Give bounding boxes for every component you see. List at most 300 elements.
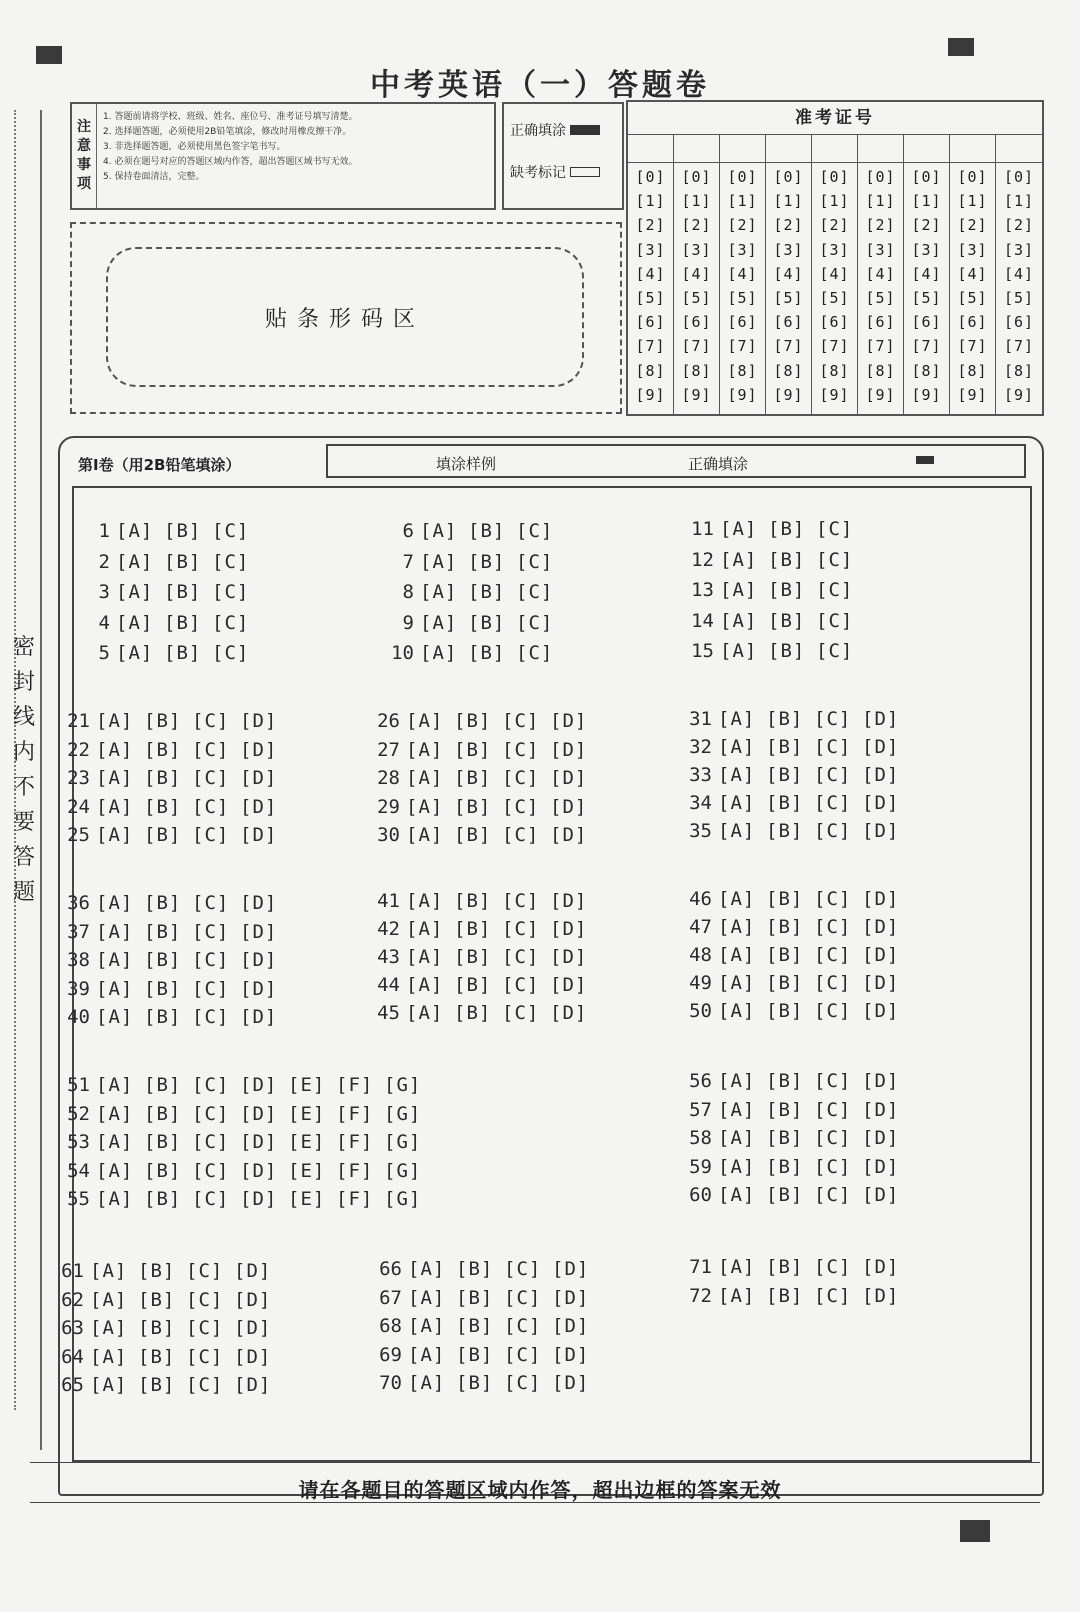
answer-bubble[interactable]: [D] bbox=[550, 890, 588, 912]
answer-bubble[interactable]: [A] bbox=[96, 1159, 134, 1182]
answer-bubble[interactable]: [C] bbox=[192, 795, 230, 818]
exam-digit-bubble[interactable]: [8] bbox=[957, 361, 988, 380]
exam-number-write-box[interactable] bbox=[950, 134, 995, 163]
exam-digit-bubble[interactable]: [8] bbox=[819, 361, 850, 380]
exam-digit-bubble[interactable]: [3] bbox=[1003, 240, 1035, 259]
exam-digit-bubble[interactable]: [9] bbox=[865, 385, 896, 404]
exam-number-write-box[interactable] bbox=[812, 134, 857, 163]
answer-bubble[interactable]: [F] bbox=[336, 1074, 374, 1096]
exam-digit-bubble[interactable]: [1] bbox=[819, 192, 850, 211]
exam-digit-bubble[interactable]: [7] bbox=[911, 337, 942, 356]
answer-bubble[interactable]: [C] bbox=[504, 1372, 542, 1394]
answer-bubble[interactable]: [C] bbox=[502, 1002, 540, 1024]
answer-bubble[interactable]: [A] bbox=[96, 1188, 134, 1210]
answer-bubble[interactable]: [C] bbox=[186, 1374, 224, 1396]
answer-bubble[interactable]: [A] bbox=[408, 1372, 446, 1394]
answer-bubble[interactable]: [B] bbox=[766, 1098, 804, 1121]
answer-bubble[interactable]: [D] bbox=[240, 892, 278, 914]
answer-bubble[interactable]: [A] bbox=[90, 1260, 128, 1282]
answer-bubble[interactable]: [D] bbox=[862, 1184, 900, 1206]
answer-bubble[interactable]: [B] bbox=[468, 520, 506, 542]
answer-bubble[interactable]: [B] bbox=[144, 710, 182, 732]
answer-bubble[interactable]: [D] bbox=[240, 767, 278, 789]
exam-digit-bubble[interactable]: [5] bbox=[727, 289, 758, 307]
answer-bubble[interactable]: [C] bbox=[816, 579, 854, 601]
answer-bubble[interactable]: [B] bbox=[468, 581, 506, 603]
exam-digit-bubble[interactable]: [6] bbox=[1003, 313, 1035, 332]
answer-bubble[interactable]: [B] bbox=[454, 710, 492, 732]
exam-digit-bubble[interactable]: [5] bbox=[681, 289, 712, 307]
answer-bubble[interactable]: [B] bbox=[766, 1285, 804, 1307]
answer-bubble[interactable]: [B] bbox=[138, 1317, 176, 1339]
answer-bubble[interactable]: [C] bbox=[502, 710, 540, 732]
answer-bubble[interactable]: [A] bbox=[96, 710, 134, 732]
answer-bubble[interactable]: [B] bbox=[144, 767, 182, 789]
answer-bubble[interactable]: [B] bbox=[454, 738, 492, 761]
answer-bubble[interactable]: [D] bbox=[552, 1372, 590, 1394]
answer-bubble[interactable]: [A] bbox=[116, 550, 154, 573]
answer-bubble[interactable]: [B] bbox=[138, 1374, 176, 1396]
exam-digit-bubble[interactable]: [4] bbox=[865, 264, 896, 283]
answer-bubble[interactable]: [C] bbox=[502, 824, 540, 846]
answer-bubble[interactable]: [D] bbox=[550, 824, 588, 846]
answer-bubble[interactable]: [C] bbox=[502, 738, 540, 761]
answer-bubble[interactable]: [D] bbox=[552, 1315, 590, 1337]
answer-bubble[interactable]: [A] bbox=[96, 920, 134, 943]
answer-bubble[interactable]: [C] bbox=[192, 767, 230, 789]
answer-bubble[interactable]: [C] bbox=[516, 550, 554, 573]
exam-digit-bubble[interactable]: [6] bbox=[957, 313, 988, 332]
answer-bubble[interactable]: [C] bbox=[814, 792, 852, 814]
answer-bubble[interactable]: [B] bbox=[766, 1256, 804, 1278]
answer-bubble[interactable]: [A] bbox=[90, 1288, 128, 1311]
answer-bubble[interactable]: [D] bbox=[862, 764, 900, 786]
exam-digit-bubble[interactable]: [1] bbox=[681, 192, 712, 211]
answer-bubble[interactable]: [F] bbox=[336, 1188, 374, 1210]
answer-bubble[interactable]: [B] bbox=[766, 708, 804, 730]
exam-digit-bubble[interactable]: [1] bbox=[727, 192, 758, 211]
exam-digit-bubble[interactable]: [3] bbox=[635, 240, 666, 259]
answer-bubble[interactable]: [C] bbox=[186, 1345, 224, 1368]
answer-bubble[interactable]: [C] bbox=[192, 892, 230, 914]
answer-bubble[interactable]: [A] bbox=[90, 1317, 128, 1339]
answer-bubble[interactable]: [G] bbox=[384, 1159, 422, 1182]
answer-bubble[interactable]: [B] bbox=[138, 1260, 176, 1282]
answer-bubble[interactable]: [C] bbox=[192, 920, 230, 943]
answer-bubble[interactable]: [B] bbox=[454, 918, 492, 940]
answer-bubble[interactable]: [B] bbox=[144, 977, 182, 1000]
answer-bubble[interactable]: [C] bbox=[192, 1006, 230, 1028]
exam-digit-bubble[interactable]: [3] bbox=[911, 240, 942, 259]
exam-number-write-box[interactable] bbox=[674, 134, 719, 163]
answer-bubble[interactable]: [A] bbox=[420, 642, 458, 664]
answer-bubble[interactable]: [C] bbox=[814, 764, 852, 786]
exam-digit-bubble[interactable]: [1] bbox=[1003, 192, 1035, 211]
answer-bubble[interactable]: [A] bbox=[718, 1256, 756, 1278]
answer-bubble[interactable]: [B] bbox=[144, 949, 182, 971]
exam-digit-bubble[interactable]: [3] bbox=[865, 240, 896, 259]
exam-digit-bubble[interactable]: [3] bbox=[773, 240, 804, 259]
answer-bubble[interactable]: [D] bbox=[862, 1098, 900, 1121]
exam-digit-bubble[interactable]: [2] bbox=[727, 216, 758, 235]
exam-digit-bubble[interactable]: [9] bbox=[773, 385, 804, 404]
exam-digit-bubble[interactable]: [2] bbox=[957, 216, 988, 235]
answer-bubble[interactable]: [C] bbox=[504, 1315, 542, 1337]
answer-bubble[interactable]: [G] bbox=[384, 1074, 422, 1096]
exam-digit-bubble[interactable]: [7] bbox=[635, 337, 666, 356]
answer-bubble[interactable]: [B] bbox=[768, 609, 806, 632]
answer-bubble[interactable]: [D] bbox=[234, 1317, 272, 1339]
exam-digit-bubble[interactable]: [1] bbox=[865, 192, 896, 211]
answer-bubble[interactable]: [B] bbox=[454, 767, 492, 789]
answer-bubble[interactable]: [B] bbox=[766, 916, 804, 938]
answer-bubble[interactable]: [C] bbox=[814, 916, 852, 938]
answer-bubble[interactable]: [C] bbox=[186, 1317, 224, 1339]
answer-bubble[interactable]: [D] bbox=[862, 736, 900, 758]
answer-bubble[interactable]: [B] bbox=[144, 824, 182, 846]
answer-bubble[interactable]: [B] bbox=[456, 1258, 494, 1280]
answer-bubble[interactable]: [A] bbox=[720, 548, 758, 571]
answer-bubble[interactable]: [A] bbox=[718, 1184, 756, 1206]
exam-digit-bubble[interactable]: [4] bbox=[635, 264, 666, 283]
exam-digit-bubble[interactable]: [7] bbox=[681, 337, 712, 356]
answer-bubble[interactable]: [F] bbox=[336, 1102, 374, 1125]
exam-digit-bubble[interactable]: [2] bbox=[773, 216, 804, 235]
answer-bubble[interactable]: [D] bbox=[862, 972, 900, 994]
answer-bubble[interactable]: [C] bbox=[192, 1159, 230, 1182]
answer-bubble[interactable]: [A] bbox=[718, 708, 756, 730]
answer-bubble[interactable]: [D] bbox=[240, 1131, 278, 1153]
answer-bubble[interactable]: [B] bbox=[768, 518, 806, 540]
answer-bubble[interactable]: [C] bbox=[186, 1288, 224, 1311]
answer-bubble[interactable]: [C] bbox=[516, 611, 554, 634]
answer-bubble[interactable]: [B] bbox=[164, 642, 202, 664]
answer-bubble[interactable]: [A] bbox=[90, 1345, 128, 1368]
answer-bubble[interactable]: [A] bbox=[96, 977, 134, 1000]
absent-mark-box[interactable] bbox=[570, 167, 600, 177]
exam-digit-bubble[interactable]: [0] bbox=[727, 168, 758, 186]
exam-digit-bubble[interactable]: [5] bbox=[911, 289, 942, 307]
answer-bubble[interactable]: [D] bbox=[862, 1127, 900, 1149]
exam-digit-bubble[interactable]: [3] bbox=[819, 240, 850, 259]
answer-bubble[interactable]: [C] bbox=[504, 1258, 542, 1280]
exam-digit-bubble[interactable]: [7] bbox=[819, 337, 850, 356]
exam-digit-bubble[interactable]: [5] bbox=[635, 289, 666, 307]
answer-bubble[interactable]: [C] bbox=[814, 1070, 852, 1092]
exam-digit-bubble[interactable]: [7] bbox=[1003, 337, 1035, 356]
exam-digit-bubble[interactable]: [7] bbox=[865, 337, 896, 356]
exam-digit-bubble[interactable]: [0] bbox=[1003, 168, 1035, 186]
answer-bubble[interactable]: [C] bbox=[192, 1188, 230, 1210]
answer-bubble[interactable]: [B] bbox=[144, 1074, 182, 1096]
exam-digit-bubble[interactable]: [3] bbox=[727, 240, 758, 259]
answer-bubble[interactable]: [B] bbox=[766, 888, 804, 910]
answer-bubble[interactable]: [E] bbox=[288, 1102, 326, 1125]
exam-number-write-box[interactable] bbox=[628, 134, 673, 163]
exam-digit-bubble[interactable]: [0] bbox=[865, 168, 896, 186]
exam-digit-bubble[interactable]: [0] bbox=[681, 168, 712, 186]
answer-bubble[interactable]: [B] bbox=[766, 972, 804, 994]
answer-bubble[interactable]: [D] bbox=[240, 795, 278, 818]
exam-digit-bubble[interactable]: [6] bbox=[911, 313, 942, 332]
answer-bubble[interactable]: [B] bbox=[164, 581, 202, 603]
answer-bubble[interactable]: [B] bbox=[468, 642, 506, 664]
answer-bubble[interactable]: [B] bbox=[766, 1127, 804, 1149]
exam-digit-bubble[interactable]: [6] bbox=[773, 313, 804, 332]
exam-digit-bubble[interactable]: [9] bbox=[911, 385, 942, 404]
exam-digit-bubble[interactable]: [8] bbox=[1003, 361, 1035, 380]
answer-bubble[interactable]: [C] bbox=[814, 1155, 852, 1178]
answer-bubble[interactable]: [B] bbox=[144, 1102, 182, 1125]
answer-bubble[interactable]: [C] bbox=[814, 736, 852, 758]
answer-bubble[interactable]: [D] bbox=[550, 1002, 588, 1024]
answer-bubble[interactable]: [C] bbox=[816, 548, 854, 571]
answer-bubble[interactable]: [A] bbox=[718, 820, 756, 842]
exam-digit-bubble[interactable]: [8] bbox=[911, 361, 942, 380]
answer-bubble[interactable]: [C] bbox=[502, 795, 540, 818]
answer-bubble[interactable]: [B] bbox=[144, 892, 182, 914]
answer-bubble[interactable]: [A] bbox=[406, 974, 444, 996]
answer-bubble[interactable]: [C] bbox=[814, 972, 852, 994]
answer-bubble[interactable]: [C] bbox=[502, 767, 540, 789]
exam-digit-bubble[interactable]: [0] bbox=[773, 168, 804, 186]
answer-bubble[interactable]: [B] bbox=[454, 890, 492, 912]
answer-bubble[interactable]: [A] bbox=[718, 1000, 756, 1022]
answer-bubble[interactable]: [A] bbox=[116, 581, 154, 603]
answer-bubble[interactable]: [C] bbox=[814, 708, 852, 730]
answer-bubble[interactable]: [C] bbox=[814, 1098, 852, 1121]
answer-bubble[interactable]: [C] bbox=[192, 1074, 230, 1096]
answer-bubble[interactable]: [C] bbox=[212, 642, 250, 664]
answer-bubble[interactable]: [B] bbox=[454, 946, 492, 968]
exam-digit-bubble[interactable]: [8] bbox=[681, 361, 712, 380]
exam-digit-bubble[interactable]: [4] bbox=[773, 264, 804, 283]
exam-digit-bubble[interactable]: [4] bbox=[819, 264, 850, 283]
answer-bubble[interactable]: [B] bbox=[144, 1159, 182, 1182]
answer-bubble[interactable]: [A] bbox=[406, 767, 444, 789]
answer-bubble[interactable]: [B] bbox=[144, 1188, 182, 1210]
exam-digit-bubble[interactable]: [0] bbox=[911, 168, 942, 186]
answer-bubble[interactable]: [A] bbox=[420, 550, 458, 573]
answer-bubble[interactable]: [D] bbox=[240, 1074, 278, 1096]
answer-bubble[interactable]: [C] bbox=[192, 977, 230, 1000]
answer-bubble[interactable]: [A] bbox=[96, 1131, 134, 1153]
exam-digit-bubble[interactable]: [6] bbox=[865, 313, 896, 332]
answer-bubble[interactable]: [G] bbox=[384, 1188, 422, 1210]
answer-bubble[interactable]: [B] bbox=[766, 792, 804, 814]
answer-bubble[interactable]: [D] bbox=[862, 916, 900, 938]
answer-bubble[interactable]: [B] bbox=[766, 1070, 804, 1092]
answer-bubble[interactable]: [G] bbox=[384, 1131, 422, 1153]
exam-digit-bubble[interactable]: [0] bbox=[819, 168, 850, 186]
answer-bubble[interactable]: [C] bbox=[814, 944, 852, 966]
exam-digit-bubble[interactable]: [8] bbox=[865, 361, 896, 380]
answer-bubble[interactable]: [D] bbox=[862, 1285, 900, 1307]
answer-bubble[interactable]: [A] bbox=[96, 767, 134, 789]
exam-number-write-box[interactable] bbox=[996, 134, 1042, 163]
answer-bubble[interactable]: [C] bbox=[212, 581, 250, 603]
exam-digit-bubble[interactable]: [6] bbox=[819, 313, 850, 332]
answer-bubble[interactable]: [A] bbox=[720, 609, 758, 632]
answer-bubble[interactable]: [D] bbox=[862, 944, 900, 966]
answer-bubble[interactable]: [A] bbox=[406, 918, 444, 940]
answer-bubble[interactable]: [D] bbox=[550, 795, 588, 818]
answer-bubble[interactable]: [B] bbox=[456, 1343, 494, 1366]
answer-bubble[interactable]: [D] bbox=[862, 820, 900, 842]
answer-bubble[interactable]: [C] bbox=[814, 1127, 852, 1149]
exam-digit-bubble[interactable]: [9] bbox=[635, 385, 666, 404]
answer-bubble[interactable]: [A] bbox=[96, 1074, 134, 1096]
answer-bubble[interactable]: [C] bbox=[504, 1286, 542, 1309]
answer-bubble[interactable]: [B] bbox=[454, 795, 492, 818]
answer-bubble[interactable]: [C] bbox=[814, 1184, 852, 1206]
answer-bubble[interactable]: [B] bbox=[766, 764, 804, 786]
answer-bubble[interactable]: [A] bbox=[96, 892, 134, 914]
exam-digit-bubble[interactable]: [9] bbox=[819, 385, 850, 404]
answer-bubble[interactable]: [B] bbox=[164, 520, 202, 542]
answer-bubble[interactable]: [D] bbox=[862, 1155, 900, 1178]
exam-digit-bubble[interactable]: [5] bbox=[773, 289, 804, 307]
answer-bubble[interactable]: [C] bbox=[516, 581, 554, 603]
exam-digit-bubble[interactable]: [4] bbox=[911, 264, 942, 283]
answer-bubble[interactable]: [D] bbox=[240, 920, 278, 943]
answer-bubble[interactable]: [A] bbox=[718, 764, 756, 786]
answer-bubble[interactable]: [A] bbox=[718, 792, 756, 814]
answer-bubble[interactable]: [A] bbox=[718, 916, 756, 938]
answer-bubble[interactable]: [A] bbox=[406, 710, 444, 732]
answer-bubble[interactable]: [A] bbox=[96, 1102, 134, 1125]
answer-bubble[interactable]: [B] bbox=[766, 944, 804, 966]
answer-bubble[interactable]: [D] bbox=[862, 792, 900, 814]
answer-bubble[interactable]: [D] bbox=[240, 949, 278, 971]
answer-bubble[interactable]: [B] bbox=[144, 738, 182, 761]
answer-bubble[interactable]: [D] bbox=[550, 738, 588, 761]
exam-digit-bubble[interactable]: [8] bbox=[635, 361, 666, 380]
exam-digit-bubble[interactable]: [8] bbox=[727, 361, 758, 380]
answer-bubble[interactable]: [D] bbox=[552, 1286, 590, 1309]
answer-bubble[interactable]: [C] bbox=[192, 824, 230, 846]
exam-digit-bubble[interactable]: [9] bbox=[681, 385, 712, 404]
answer-bubble[interactable]: [E] bbox=[288, 1188, 326, 1210]
exam-digit-bubble[interactable]: [5] bbox=[1003, 289, 1035, 307]
answer-bubble[interactable]: [B] bbox=[138, 1345, 176, 1368]
answer-bubble[interactable]: [B] bbox=[768, 640, 806, 662]
exam-digit-bubble[interactable]: [5] bbox=[819, 289, 850, 307]
answer-bubble[interactable]: [D] bbox=[240, 824, 278, 846]
exam-number-write-box[interactable] bbox=[904, 134, 949, 163]
answer-bubble[interactable]: [B] bbox=[768, 548, 806, 571]
answer-bubble[interactable]: [A] bbox=[96, 738, 134, 761]
exam-digit-bubble[interactable]: [7] bbox=[773, 337, 804, 356]
answer-bubble[interactable]: [C] bbox=[816, 640, 854, 662]
answer-bubble[interactable]: [A] bbox=[96, 795, 134, 818]
exam-digit-bubble[interactable]: [4] bbox=[1003, 264, 1035, 283]
answer-bubble[interactable]: [C] bbox=[212, 520, 250, 542]
answer-bubble[interactable]: [D] bbox=[240, 738, 278, 761]
answer-bubble[interactable]: [F] bbox=[336, 1159, 374, 1182]
answer-bubble[interactable]: [B] bbox=[768, 579, 806, 601]
exam-digit-bubble[interactable]: [6] bbox=[727, 313, 758, 332]
answer-bubble[interactable]: [A] bbox=[406, 738, 444, 761]
answer-bubble[interactable]: [D] bbox=[862, 888, 900, 910]
answer-bubble[interactable]: [A] bbox=[408, 1258, 446, 1280]
answer-bubble[interactable]: [D] bbox=[240, 710, 278, 732]
answer-bubble[interactable]: [A] bbox=[406, 1002, 444, 1024]
answer-bubble[interactable]: [D] bbox=[550, 974, 588, 996]
answer-bubble[interactable]: [C] bbox=[516, 642, 554, 664]
answer-bubble[interactable]: [C] bbox=[192, 710, 230, 732]
answer-bubble[interactable]: [B] bbox=[144, 795, 182, 818]
answer-bubble[interactable]: [C] bbox=[192, 1131, 230, 1153]
answer-bubble[interactable]: [A] bbox=[718, 1285, 756, 1307]
answer-bubble[interactable]: [A] bbox=[718, 1070, 756, 1092]
answer-bubble[interactable]: [D] bbox=[234, 1260, 272, 1282]
answer-bubble[interactable]: [D] bbox=[862, 1256, 900, 1278]
answer-bubble[interactable]: [B] bbox=[144, 920, 182, 943]
exam-digit-bubble[interactable]: [9] bbox=[727, 385, 758, 404]
answer-bubble[interactable]: [A] bbox=[720, 640, 758, 662]
exam-number-write-box[interactable] bbox=[720, 134, 765, 163]
answer-bubble[interactable]: [A] bbox=[420, 611, 458, 634]
answer-bubble[interactable]: [A] bbox=[90, 1374, 128, 1396]
answer-bubble[interactable]: [A] bbox=[408, 1286, 446, 1309]
answer-bubble[interactable]: [B] bbox=[454, 1002, 492, 1024]
answer-bubble[interactable]: [A] bbox=[718, 888, 756, 910]
answer-bubble[interactable]: [C] bbox=[192, 738, 230, 761]
answer-bubble[interactable]: [A] bbox=[96, 949, 134, 971]
exam-digit-bubble[interactable]: [2] bbox=[911, 216, 942, 235]
answer-bubble[interactable]: [A] bbox=[96, 824, 134, 846]
answer-bubble[interactable]: [B] bbox=[138, 1288, 176, 1311]
answer-bubble[interactable]: [B] bbox=[456, 1286, 494, 1309]
exam-digit-bubble[interactable]: [2] bbox=[635, 216, 666, 235]
answer-bubble[interactable]: [C] bbox=[212, 550, 250, 573]
exam-digit-bubble[interactable]: [4] bbox=[957, 264, 988, 283]
answer-bubble[interactable]: [C] bbox=[816, 609, 854, 632]
answer-bubble[interactable]: [B] bbox=[164, 550, 202, 573]
exam-digit-bubble[interactable]: [1] bbox=[911, 192, 942, 211]
answer-bubble[interactable]: [D] bbox=[550, 767, 588, 789]
answer-bubble[interactable]: [D] bbox=[550, 918, 588, 940]
answer-bubble[interactable]: [A] bbox=[408, 1315, 446, 1337]
answer-bubble[interactable]: [D] bbox=[862, 708, 900, 730]
answer-bubble[interactable]: [D] bbox=[862, 1000, 900, 1022]
exam-digit-bubble[interactable]: [0] bbox=[957, 168, 988, 186]
exam-digit-bubble[interactable]: [4] bbox=[681, 264, 712, 283]
answer-bubble[interactable]: [A] bbox=[406, 946, 444, 968]
answer-bubble[interactable]: [D] bbox=[234, 1374, 272, 1396]
answer-bubble[interactable]: [A] bbox=[116, 642, 154, 664]
answer-bubble[interactable]: [A] bbox=[420, 520, 458, 542]
answer-bubble[interactable]: [A] bbox=[718, 972, 756, 994]
exam-digit-bubble[interactable]: [2] bbox=[681, 216, 712, 235]
exam-digit-bubble[interactable]: [9] bbox=[1003, 385, 1035, 404]
answer-bubble[interactable]: [A] bbox=[718, 1098, 756, 1121]
answer-bubble[interactable]: [A] bbox=[718, 1127, 756, 1149]
answer-bubble[interactable]: [A] bbox=[408, 1343, 446, 1366]
answer-bubble[interactable]: [B] bbox=[766, 1000, 804, 1022]
exam-digit-bubble[interactable]: [3] bbox=[957, 240, 988, 259]
exam-digit-bubble[interactable]: [7] bbox=[957, 337, 988, 356]
answer-bubble[interactable]: [B] bbox=[454, 824, 492, 846]
answer-bubble[interactable]: [C] bbox=[502, 890, 540, 912]
exam-digit-bubble[interactable]: [9] bbox=[957, 385, 988, 404]
exam-digit-bubble[interactable]: [2] bbox=[819, 216, 850, 235]
exam-digit-bubble[interactable]: [6] bbox=[635, 313, 666, 332]
answer-bubble[interactable]: [A] bbox=[720, 518, 758, 540]
exam-digit-bubble[interactable]: [0] bbox=[635, 168, 666, 186]
answer-bubble[interactable]: [D] bbox=[862, 1070, 900, 1092]
